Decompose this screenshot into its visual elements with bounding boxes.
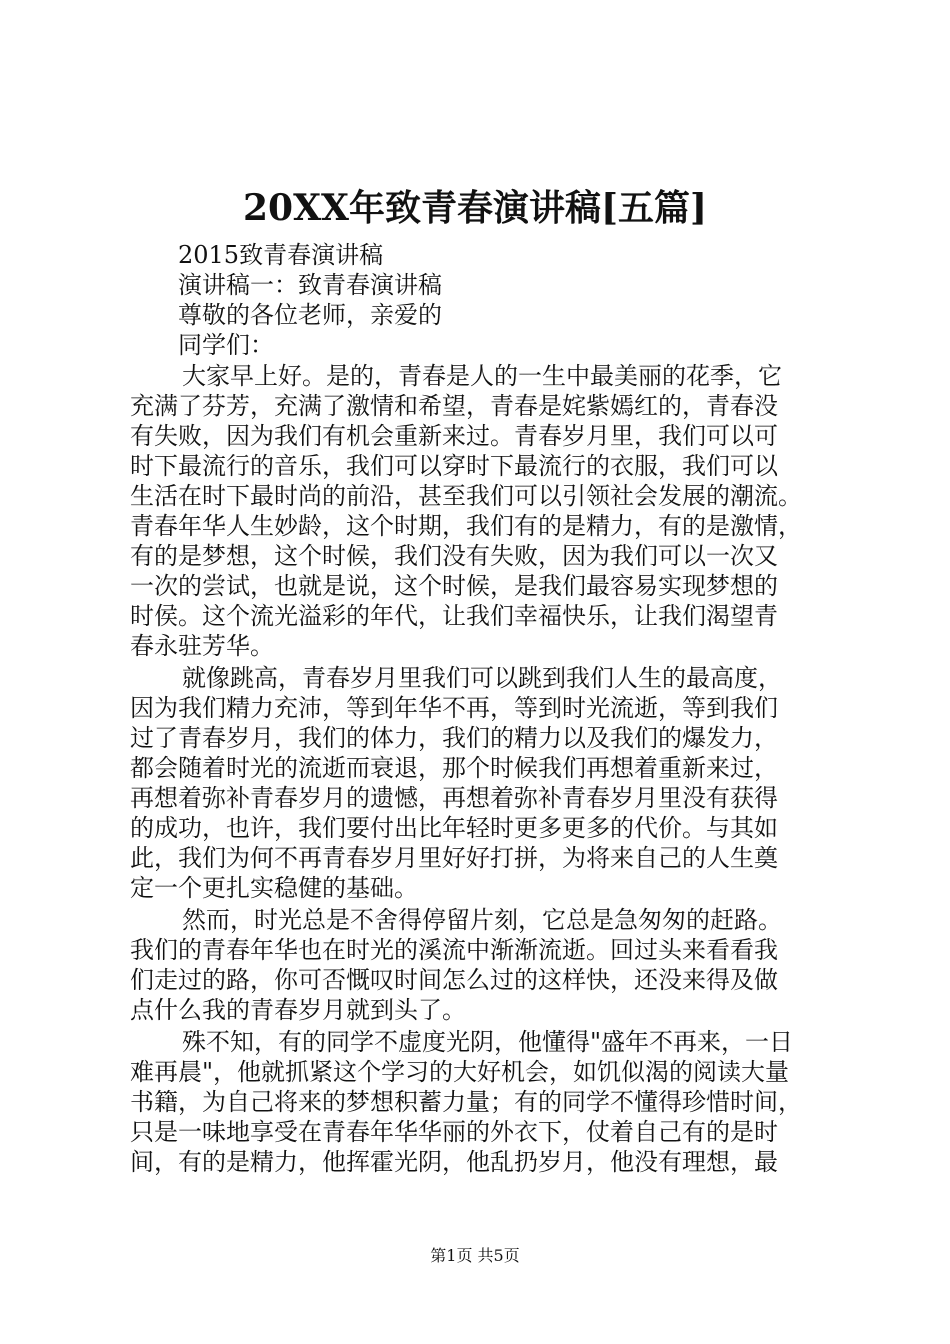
paragraph-line: 都会随着时光的流逝而衰退，那个时候我们再想着重新来过， xyxy=(130,754,778,782)
paragraph-line: 时下最流行的音乐，我们可以穿时下最流行的衣服，我们可以 xyxy=(130,452,778,480)
paragraph-line: 过了青春岁月，我们的体力，我们的精力以及我们的爆发力， xyxy=(130,724,778,752)
paragraph-line: 春永驻芳华。 xyxy=(130,632,274,660)
paragraph-line: 书籍，为自己将来的梦想积蓄力量；有的同学不懂得珍惜时间， xyxy=(130,1088,802,1116)
paragraph-line: 生活在时下最时尚的前沿，甚至我们可以引领社会发展的潮流。 xyxy=(130,482,802,510)
paragraph-line: 只是一味地享受在青春年华华丽的外衣下，仗着自己有的是时 xyxy=(130,1118,778,1146)
heading-line: 演讲稿一：致青春演讲稿 xyxy=(178,271,442,299)
paragraph-line: 青春年华人生妙龄，这个时期，我们有的是精力，有的是激情， xyxy=(130,512,802,540)
paragraph-line: 时侯。这个流光溢彩的年代，让我们幸福快乐，让我们渴望青 xyxy=(130,602,778,630)
paragraph-line: 点什么我的青春岁月就到头了。 xyxy=(130,996,466,1024)
page-number-footer: 第1页 共5页 xyxy=(430,1246,520,1265)
salutation-line: 同学们： xyxy=(178,331,274,359)
paragraph-line: 有失败，因为我们有机会重新来过。青春岁月里，我们可以可 xyxy=(130,422,778,450)
paragraph-line: 再想着弥补青春岁月的遗憾，再想着弥补青春岁月里没有获得 xyxy=(130,784,778,812)
paragraph-line: 就像跳高，青春岁月里我们可以跳到我们人生的最高度， xyxy=(182,664,782,692)
paragraph-line: 殊不知，有的同学不虚度光阴，他懂得"盛年不再来，一日 xyxy=(182,1028,794,1056)
paragraph-line: 然而，时光总是不舍得停留片刻，它总是急匆匆的赶路。 xyxy=(182,906,782,934)
paragraph-line: 大家早上好。是的，青春是人的一生中最美丽的花季，它 xyxy=(182,362,782,390)
paragraph-line: 们走过的路，你可否慨叹时间怎么过的这样快，还没来得及做 xyxy=(130,966,778,994)
paragraph-line: 因为我们精力充沛，等到年华不再，等到时光流逝，等到我们 xyxy=(130,694,778,722)
paragraph-line: 难再晨"，他就抓紧这个学习的大好机会，如饥似渴的阅读大量 xyxy=(130,1058,790,1086)
paragraph-line: 此，我们为何不再青春岁月里好好打拼，为将来自己的人生奠 xyxy=(130,844,778,872)
salutation-line: 尊敬的各位老师，亲爱的 xyxy=(178,301,442,329)
heading-line: 2015致青春演讲稿 xyxy=(178,241,384,269)
paragraph-line: 的成功，也许，我们要付出比年轻时更多更多的代价。与其如 xyxy=(130,814,778,842)
paragraph-line: 一次的尝试，也就是说，这个时候，是我们最容易实现梦想的 xyxy=(130,572,778,600)
paragraph-line: 定一个更扎实稳健的基础。 xyxy=(130,874,418,902)
document-title: 20XX年致青春演讲稿[五篇] xyxy=(242,187,708,229)
paragraph-line: 我们的青春年华也在时光的溪流中渐渐流逝。回过头来看看我 xyxy=(130,936,778,964)
paragraph-line: 充满了芬芳，充满了激情和希望，青春是姹紫嫣红的，青春没 xyxy=(130,392,778,420)
paragraph-line: 有的是梦想，这个时候，我们没有失败，因为我们可以一次又 xyxy=(130,542,778,570)
paragraph-line: 间，有的是精力，他挥霍光阴，他乱扔岁月，他没有理想，最 xyxy=(130,1148,778,1176)
